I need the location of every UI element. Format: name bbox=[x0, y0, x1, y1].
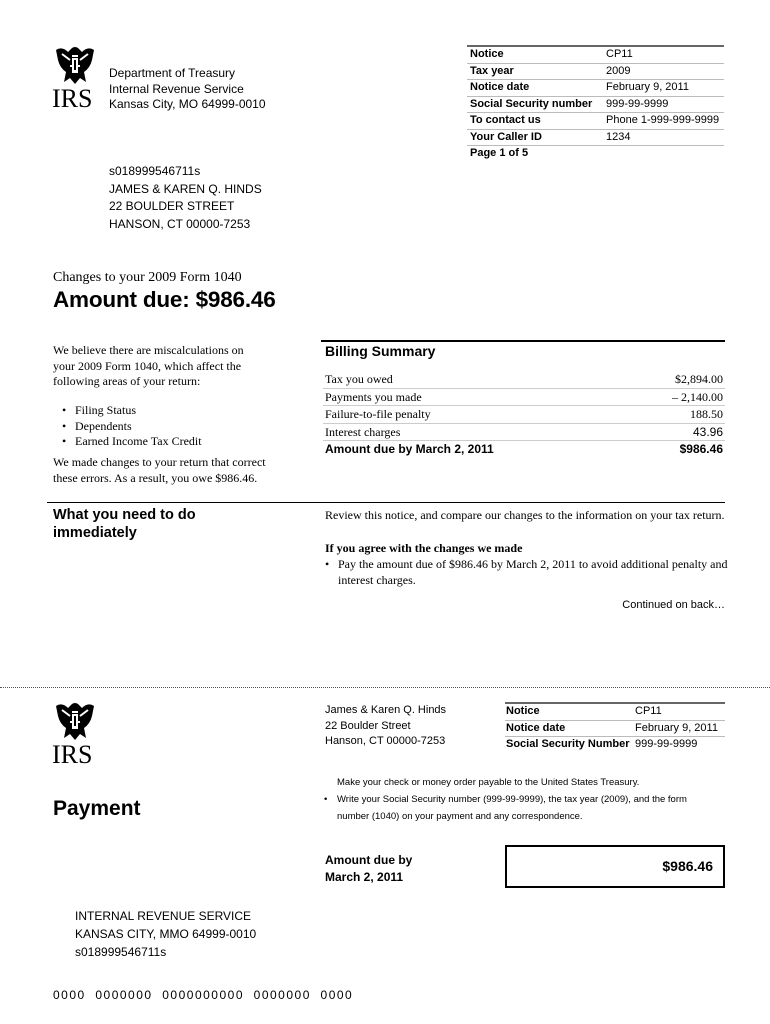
amount-due-label-line: March 2, 2011 bbox=[325, 870, 404, 884]
agency-line: Department of Treasury bbox=[109, 66, 236, 80]
payer-address bbox=[325, 703, 446, 750]
notice-info-table bbox=[467, 45, 724, 162]
list-item: • Earned Income Tax Credit bbox=[75, 434, 202, 450]
notice-key: Notice bbox=[467, 46, 603, 63]
amount-enclosed-box[interactable] bbox=[505, 845, 725, 888]
agency-address bbox=[109, 66, 266, 113]
recipient-id: s018999546711s bbox=[109, 164, 201, 178]
notice-key: Social Security number bbox=[467, 96, 603, 113]
bill-value: $2,894.00 bbox=[628, 371, 725, 388]
payment-notice-table bbox=[505, 702, 725, 753]
affected-areas-list bbox=[75, 403, 202, 450]
payment-instruction-text: Write your Social Security number (999-99-9999), the tax year (2009), and the form number (1040) on your payment and any correspondence. bbox=[337, 794, 687, 822]
notice-row bbox=[467, 146, 724, 162]
billing-title: Billing Summary bbox=[325, 343, 436, 359]
table-row bbox=[323, 388, 725, 406]
recipient-street: 22 BOULDER STREET bbox=[109, 199, 235, 213]
bill-label: Tax you owed bbox=[323, 371, 628, 388]
recipient-city: HANSON, CT 00000-7253 bbox=[109, 216, 251, 231]
mail-to-line: KANSAS CITY, MMO 64999-0010 bbox=[75, 927, 257, 941]
notice-row bbox=[467, 96, 724, 113]
eagle-icon bbox=[52, 46, 98, 86]
bullet-icon: • bbox=[325, 557, 330, 571]
table-row bbox=[323, 371, 725, 388]
payer-line: Hanson, CT 00000-7253 bbox=[325, 735, 446, 747]
scanline: 0000 0000000 0000000000 0000000 0000 bbox=[53, 988, 354, 1002]
mail-to-line: INTERNAL REVENUE SERVICE bbox=[75, 909, 252, 923]
intro-text: We believe there are miscalculations on your 2009 Form 1040, which affect the following areas of your return: bbox=[53, 343, 244, 388]
notice-row bbox=[467, 63, 724, 80]
notice-key: Notice date bbox=[505, 720, 634, 737]
notice-value: Phone 1-999-999-9999 bbox=[603, 113, 724, 130]
agree-bullet-text: Pay the amount due of $986.46 by March 2, 2011 to avoid additional penalty and interest charges. bbox=[338, 557, 728, 587]
table-row bbox=[323, 406, 725, 424]
amount-due-label bbox=[325, 852, 412, 886]
intro-conclusion: We made changes to your return that correct these errors. As a result, you owe $986.46. bbox=[53, 455, 266, 485]
agency-line: Internal Revenue Service bbox=[109, 81, 244, 96]
notice-value: February 9, 2011 bbox=[603, 80, 724, 97]
notice-row bbox=[467, 113, 724, 130]
amount-due-heading: Amount due: $986.46 bbox=[53, 287, 276, 312]
agree-heading: If you agree with the changes we made bbox=[325, 541, 523, 555]
todo-heading: What you need to do immediately bbox=[53, 507, 196, 541]
notice-key: Page 1 of 5 bbox=[470, 147, 529, 159]
bill-label: Failure-to-file penalty bbox=[323, 406, 628, 424]
logo-text: IRS bbox=[52, 740, 93, 769]
notice-key: To contact us bbox=[467, 113, 603, 130]
agree-bullet bbox=[325, 557, 728, 588]
eagle-icon bbox=[52, 702, 98, 742]
notice-value: 999-99-9999 bbox=[603, 96, 724, 113]
notice-key: Notice date bbox=[467, 80, 603, 97]
bill-value: 43.96 bbox=[628, 423, 725, 441]
irs-logo bbox=[52, 702, 98, 768]
payment-title: Payment bbox=[53, 797, 141, 820]
notice-value: CP11 bbox=[634, 703, 725, 720]
billing-summary-table bbox=[323, 371, 725, 458]
mail-to-line: s018999546711s bbox=[75, 945, 167, 959]
bill-label: Payments you made bbox=[323, 388, 628, 406]
bill-value: 188.50 bbox=[628, 406, 725, 424]
notice-key: Notice bbox=[505, 703, 634, 720]
billing-divider bbox=[321, 340, 725, 342]
notice-subtitle: Changes to your 2009 Form 1040 bbox=[53, 270, 242, 285]
notice-row bbox=[505, 720, 725, 737]
notice-value: 1234 bbox=[603, 129, 724, 146]
payment-instruction: Make your check or money order payable to the United States Treasury. bbox=[337, 777, 640, 788]
notice-key: Tax year bbox=[467, 63, 603, 80]
notice-value bbox=[603, 146, 724, 162]
mail-to-address bbox=[75, 907, 256, 961]
table-row bbox=[323, 423, 725, 441]
bill-total-value: $986.46 bbox=[679, 442, 723, 456]
tear-line bbox=[0, 687, 770, 688]
bill-value: – 2,140.00 bbox=[628, 388, 725, 406]
continued-note: Continued on back… bbox=[622, 599, 725, 611]
notice-value: CP11 bbox=[603, 46, 724, 63]
table-row bbox=[323, 441, 725, 458]
recipient-name: JAMES & KAREN Q. HINDS bbox=[109, 181, 262, 196]
recipient-address bbox=[109, 163, 262, 233]
todo-review: Review this notice, and compare our changes to the information on your tax return. bbox=[325, 508, 725, 522]
list-item: • Filing Status bbox=[75, 403, 202, 419]
notice-value: 2009 bbox=[603, 63, 724, 80]
amount-due-value: $986.46 bbox=[662, 858, 713, 874]
notice-row bbox=[467, 80, 724, 97]
list-item: • Dependents bbox=[75, 419, 202, 435]
bullet-icon: • bbox=[324, 794, 328, 805]
notice-row bbox=[467, 129, 724, 146]
section-divider bbox=[47, 502, 725, 503]
bill-label: Interest charges bbox=[323, 423, 628, 441]
amount-due-label-line: Amount due by bbox=[325, 853, 413, 867]
payer-line: 22 Boulder Street bbox=[325, 719, 411, 732]
notice-value: 999-99-9999 bbox=[635, 738, 698, 750]
agency-line: Kansas City, MO 64999-0010 bbox=[109, 97, 266, 111]
logo-text: IRS bbox=[52, 84, 93, 113]
bill-total-label: Amount due by March 2, 2011 bbox=[325, 442, 494, 456]
notice-key: Your Caller ID bbox=[467, 129, 603, 146]
irs-logo bbox=[52, 46, 98, 112]
notice-row bbox=[505, 737, 725, 753]
notice-value: February 9, 2011 bbox=[634, 720, 725, 737]
notice-row bbox=[467, 46, 724, 63]
notice-row bbox=[505, 703, 725, 720]
notice-key: Social Security Number bbox=[506, 738, 630, 750]
payment-instruction-bullet bbox=[324, 791, 717, 825]
payer-line: James & Karen Q. Hinds bbox=[325, 704, 447, 716]
